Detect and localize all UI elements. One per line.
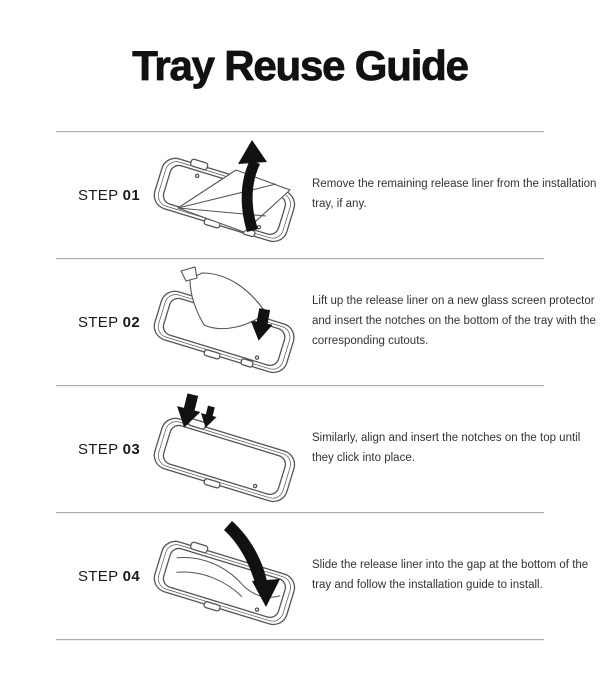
step-02-label — [78, 314, 150, 331]
step-word: STEP — [78, 440, 119, 458]
step-03-label — [78, 441, 150, 458]
step-02-description: Lift up the release liner on a new glass screen protector and insert the notches on the bottom of the tray with the corresponding cutouts. — [312, 295, 596, 347]
step-number: 04 — [122, 567, 141, 585]
step-04-description: Slide the release liner into the gap at the bottom of the tray and follow the installation guide to install. — [312, 559, 589, 591]
step-row-01 — [0, 132, 600, 258]
step-04-illustration — [150, 515, 300, 637]
step-row-02 — [0, 259, 600, 385]
step-04-label — [78, 568, 150, 585]
step-number: 01 — [122, 186, 141, 204]
divider — [56, 639, 544, 640]
title-block — [0, 0, 600, 131]
step-word: STEP — [78, 186, 119, 204]
tray-slide-liner-drawing — [150, 515, 300, 637]
step-03-illustration — [150, 388, 300, 510]
step-row-03 — [0, 386, 600, 512]
empty-tray-drawing — [150, 388, 300, 510]
step-word: STEP — [78, 567, 119, 585]
liner-tab — [181, 267, 197, 281]
step-01-description: Remove the remaining release liner from the installation tray, if any. — [312, 178, 597, 210]
step-01-illustration — [150, 134, 300, 256]
step-01-label — [78, 187, 150, 204]
tray-lifted-liner-drawing — [150, 261, 300, 383]
step-number: 03 — [122, 440, 141, 458]
step-number: 02 — [122, 313, 141, 331]
step-word: STEP — [78, 313, 119, 331]
installation-tray-outline — [150, 411, 299, 508]
step-row-04 — [0, 513, 600, 639]
step-03-description: Similarly, align and insert the notches on the top until they click into place. — [312, 432, 581, 464]
step-02-illustration — [150, 261, 300, 383]
tray-peel-liner-drawing — [150, 134, 300, 256]
page-title: Tray Reuse Guide — [132, 41, 468, 89]
